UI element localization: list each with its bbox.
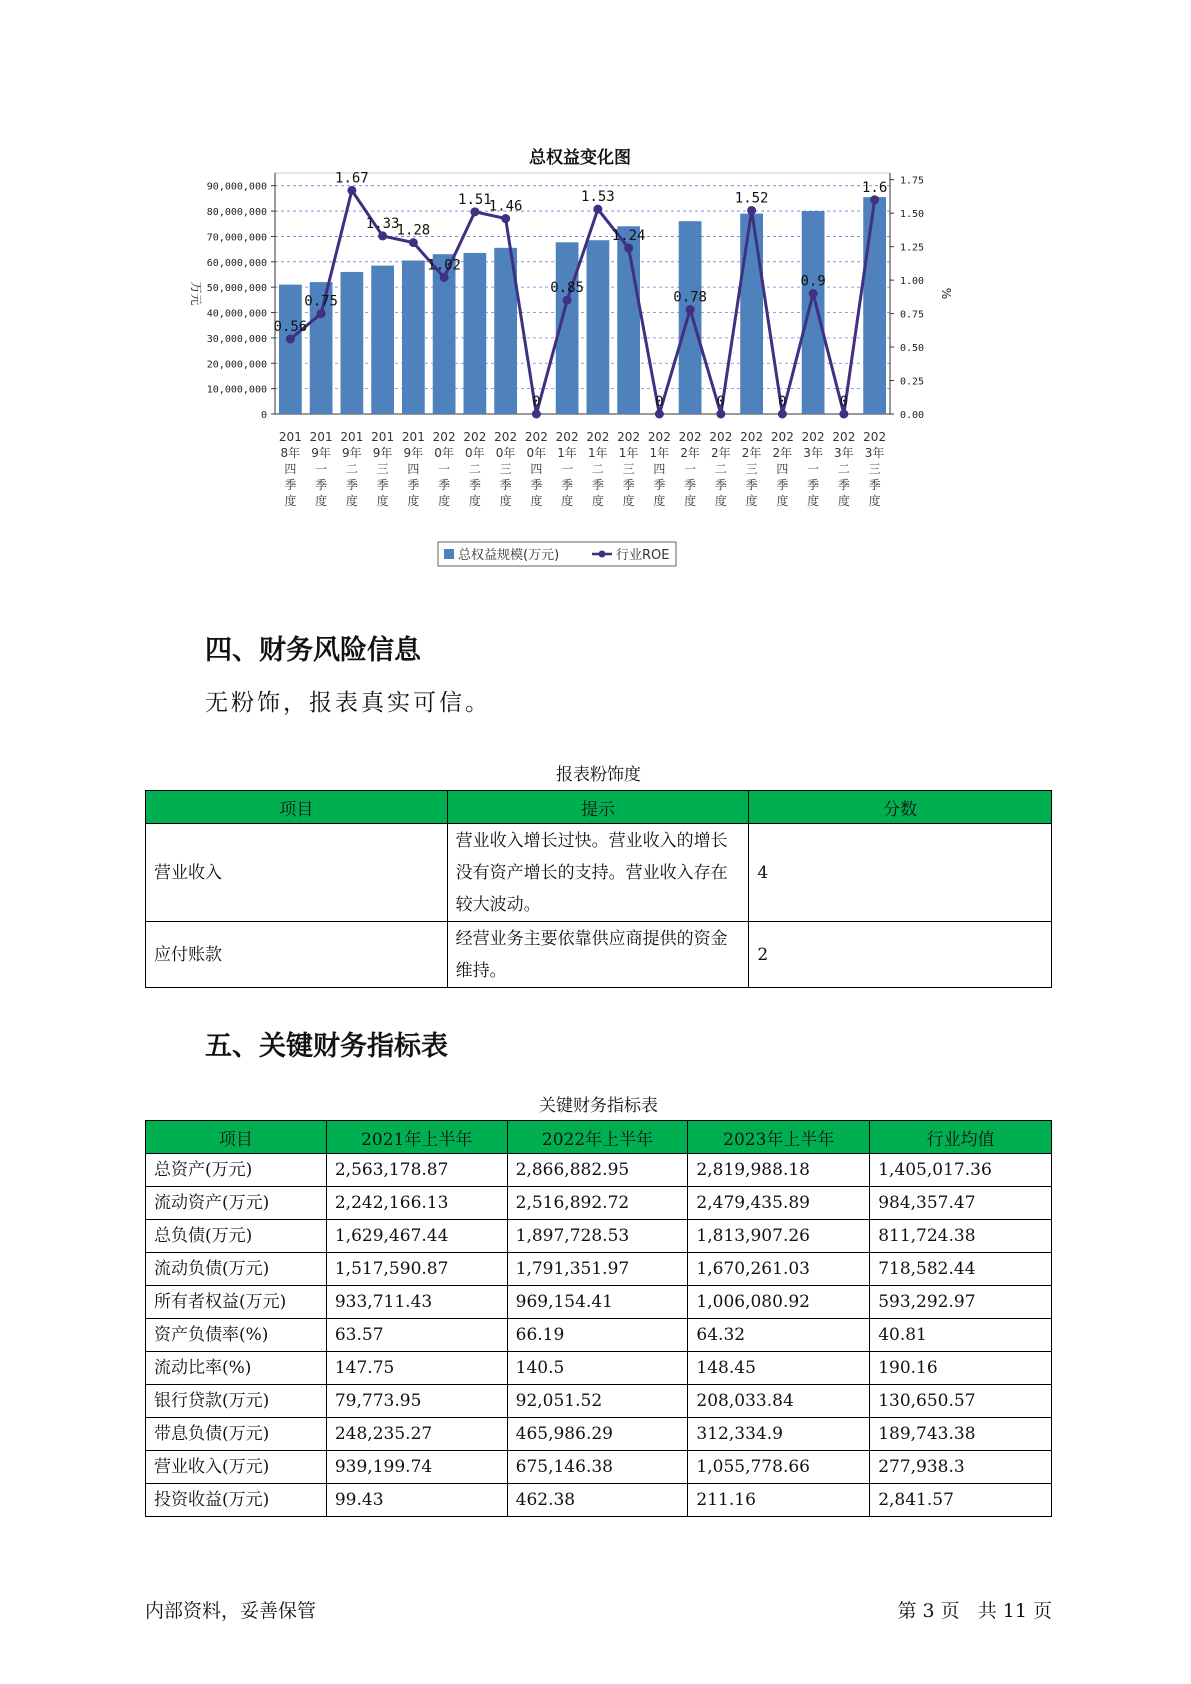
metric-name: 带息负债(万元) [146, 1418, 327, 1451]
table-row [146, 1187, 1052, 1220]
metric-value: 148.45 [688, 1352, 870, 1385]
roe-data-label: 1.46 [488, 198, 523, 215]
x-tick-label: 9年 [311, 446, 331, 460]
x-tick-label: 季 [591, 478, 604, 492]
roe-point [470, 207, 479, 216]
y-left-tick-label: 0 [260, 410, 267, 421]
x-tick-label: 0年 [465, 446, 485, 460]
x-tick-label: 季 [407, 478, 420, 492]
roe-data-label: 1.53 [581, 189, 615, 206]
x-tick-label: 202 [770, 430, 794, 444]
metric-value: 312,334.9 [688, 1418, 870, 1451]
x-tick-label: 季 [345, 478, 358, 492]
metric-value: 2,479,435.89 [688, 1187, 870, 1220]
x-tick-label: 度 [591, 494, 604, 508]
x-tick-label: 季 [653, 478, 666, 492]
x-tick-label: 度 [868, 494, 881, 508]
x-tick-label: 2年 [741, 446, 762, 460]
x-tick-label: 202 [432, 430, 456, 444]
risk-hint: 营业收入增长过快。营业收入的增长没有资产增长的支持。营业收入存在较大波动。 [447, 824, 749, 922]
y-left-tick-label: 90,000,000 [206, 181, 267, 193]
roe-data-label: 1.28 [396, 222, 431, 239]
x-tick-label: 二 [591, 462, 604, 476]
x-tick-label: 度 [745, 494, 758, 508]
roe-point [532, 410, 541, 419]
roe-point [809, 289, 818, 298]
x-tick-label: 202 [494, 430, 518, 444]
roe-point [409, 238, 418, 247]
y-right-tick-label: 0.00 [900, 410, 925, 421]
key-header-2021: 2021年上半年 [326, 1121, 507, 1154]
metric-value: 984,357.47 [870, 1187, 1052, 1220]
metric-value: 2,563,178.87 [326, 1154, 507, 1187]
bar [371, 266, 394, 414]
roe-point [747, 206, 756, 215]
x-tick-label: 季 [438, 478, 451, 492]
roe-data-label: 1.6 [861, 179, 888, 196]
metric-name: 所有者权益(万元) [146, 1286, 327, 1319]
metric-value: 2,866,882.95 [507, 1154, 688, 1187]
x-tick-label: 一 [684, 462, 697, 476]
roe-data-label: 0 [716, 394, 726, 410]
x-tick-label: 201 [340, 430, 364, 444]
metric-value: 465,986.29 [507, 1418, 688, 1451]
table-row [146, 1319, 1052, 1352]
roe-point [839, 410, 848, 419]
table-row [146, 1451, 1052, 1484]
metric-value: 1,517,590.87 [326, 1253, 507, 1286]
x-tick-label: 202 [586, 430, 610, 444]
risk-table-header [146, 791, 1052, 824]
metric-name: 资产负债率(%) [146, 1319, 327, 1352]
x-tick-label: 二 [345, 462, 358, 476]
chart-canvas [180, 135, 980, 585]
roe-data-label: 0.9 [800, 273, 826, 290]
x-tick-label: 度 [468, 494, 481, 508]
roe-data-label: 1.02 [427, 257, 461, 274]
risk-score: 2 [749, 922, 1052, 988]
y-left-tick-label: 50,000,000 [206, 283, 267, 295]
footer-note: 内部资料，妥善保管 [145, 1600, 317, 1622]
risk-score: 4 [749, 824, 1052, 922]
roe-point [286, 335, 295, 344]
x-tick-label: 201 [309, 430, 333, 444]
x-tick-label: 9年 [372, 446, 393, 460]
y-left-tick-label: 80,000,000 [206, 207, 267, 219]
x-tick-label: 季 [622, 478, 635, 492]
x-tick-label: 三 [499, 462, 512, 476]
metric-value: 939,199.74 [326, 1451, 507, 1484]
table-row [146, 1385, 1052, 1418]
x-tick-label: 季 [714, 478, 727, 492]
x-tick-label: 二 [837, 462, 850, 476]
metric-value: 462.38 [507, 1484, 688, 1517]
x-tick-label: 202 [524, 430, 548, 444]
risk-header-hint: 提示 [447, 791, 749, 824]
roe-point [624, 243, 633, 252]
x-tick-label: 0年 [495, 446, 516, 460]
table-row [146, 1220, 1052, 1253]
x-tick-label: 201 [401, 430, 425, 444]
chart-title: 总权益变化图 [529, 148, 631, 168]
y-right-tick-label: 1.75 [900, 175, 925, 187]
metric-value: 1,897,728.53 [507, 1220, 688, 1253]
legend-line-marker [599, 551, 606, 558]
x-tick-label: 季 [468, 478, 481, 492]
risk-item: 应付账款 [146, 922, 448, 988]
x-tick-label: 度 [376, 494, 389, 508]
bar [279, 285, 302, 414]
risk-header-item: 项目 [146, 791, 448, 824]
metric-value: 811,724.38 [870, 1220, 1052, 1253]
metric-value: 40.81 [870, 1319, 1052, 1352]
x-tick-label: 一 [315, 462, 328, 476]
table-row [146, 1484, 1052, 1517]
metric-value: 99.43 [326, 1484, 507, 1517]
x-tick-label: 度 [530, 494, 543, 508]
bar [863, 197, 886, 414]
y-left-tick-label: 60,000,000 [206, 257, 267, 269]
key-header-2022: 2022年上半年 [507, 1121, 688, 1154]
x-tick-label: 3年 [803, 446, 823, 460]
x-tick-label: 202 [555, 430, 579, 444]
roe-data-label: 0.78 [673, 289, 707, 306]
x-tick-label: 度 [499, 494, 512, 508]
x-tick-label: 度 [807, 494, 820, 508]
legend-bar-swatch [444, 549, 454, 559]
x-tick-label: 202 [832, 430, 856, 444]
roe-data-label: 1.33 [365, 215, 400, 232]
x-tick-label: 季 [776, 478, 789, 492]
x-tick-label: 三 [868, 462, 881, 476]
y-left-tick-label: 10,000,000 [206, 384, 267, 396]
table-row [146, 1418, 1052, 1451]
key-table-header [146, 1121, 1052, 1154]
x-tick-label: 202 [709, 430, 733, 444]
metric-value: 1,791,351.97 [507, 1253, 688, 1286]
x-tick-label: 一 [807, 462, 820, 476]
roe-point [686, 305, 695, 314]
x-tick-label: 度 [438, 494, 451, 508]
x-tick-label: 季 [499, 478, 512, 492]
metric-name: 总负债(万元) [146, 1220, 327, 1253]
metric-value: 189,743.38 [870, 1418, 1052, 1451]
roe-point [563, 296, 572, 305]
key-table-caption: 关键财务指标表 [539, 1096, 658, 1116]
metric-name: 流动比率(%) [146, 1352, 327, 1385]
y-right-tick-label: 0.75 [900, 309, 925, 321]
x-tick-label: 度 [315, 494, 328, 508]
x-tick-label: 一 [438, 462, 451, 476]
metric-name: 流动负债(万元) [146, 1253, 327, 1286]
y-left-axis-label: 万元 [189, 281, 203, 306]
x-tick-label: 四 [530, 462, 543, 476]
x-tick-label: 202 [863, 430, 887, 444]
x-tick-label: 三 [376, 462, 389, 476]
table-row [146, 1253, 1052, 1286]
x-tick-label: 度 [714, 494, 727, 508]
table-row [146, 922, 1052, 988]
metric-value: 147.75 [326, 1352, 507, 1385]
metric-name: 营业收入(万元) [146, 1451, 327, 1484]
x-tick-label: 1年 [649, 446, 670, 460]
x-tick-label: 2年 [772, 446, 793, 460]
bar [679, 221, 702, 414]
x-tick-label: 季 [315, 478, 328, 492]
metric-value: 2,819,988.18 [688, 1154, 870, 1187]
x-tick-label: 二 [714, 462, 727, 476]
bar [586, 240, 609, 414]
x-tick-label: 202 [801, 430, 825, 444]
metric-value: 79,773.95 [326, 1385, 507, 1418]
x-tick-label: 季 [745, 478, 758, 492]
risk-header-score: 分数 [749, 791, 1052, 824]
metric-value: 1,670,261.03 [688, 1253, 870, 1286]
roe-data-label: 0 [778, 394, 787, 410]
roe-data-label: 0.75 [304, 293, 338, 310]
metric-value: 718,582.44 [870, 1253, 1052, 1286]
x-tick-label: 四 [284, 462, 297, 476]
x-tick-label: 三 [622, 462, 635, 476]
metric-value: 2,242,166.13 [326, 1187, 507, 1220]
metric-value: 1,813,907.26 [688, 1220, 870, 1253]
roe-point [778, 410, 787, 419]
roe-point [716, 410, 725, 419]
x-tick-label: 0年 [434, 446, 454, 460]
risk-hint: 经营业务主要依靠供应商提供的资金维持。 [447, 922, 749, 988]
key-header-industry: 行业均值 [870, 1121, 1052, 1154]
x-tick-label: 季 [868, 478, 881, 492]
x-tick-label: 度 [284, 494, 297, 508]
metric-name: 银行贷款(万元) [146, 1385, 327, 1418]
roe-data-label: 1.67 [335, 170, 369, 187]
x-tick-label: 季 [284, 478, 297, 492]
x-tick-label: 度 [684, 494, 697, 508]
table-row [146, 1352, 1052, 1385]
y-right-tick-label: 1.00 [900, 276, 925, 288]
risk-table-caption: 报表粉饰度 [556, 765, 641, 785]
metric-value: 277,938.3 [870, 1451, 1052, 1484]
metric-value: 1,055,778.66 [688, 1451, 870, 1484]
roe-data-label: 0 [532, 394, 541, 410]
x-tick-label: 一 [561, 462, 574, 476]
x-tick-label: 季 [837, 478, 850, 492]
x-tick-label: 季 [530, 478, 543, 492]
x-tick-label: 2年 [680, 446, 700, 460]
x-tick-label: 季 [684, 478, 697, 492]
metric-value: 92,051.52 [507, 1385, 688, 1418]
metric-value: 66.19 [507, 1319, 688, 1352]
roe-point [655, 410, 664, 419]
metric-value: 140.5 [507, 1352, 688, 1385]
x-tick-label: 季 [376, 478, 389, 492]
x-tick-label: 四 [653, 462, 666, 476]
metric-value: 2,841.57 [870, 1484, 1052, 1517]
metric-value: 2,516,892.72 [507, 1187, 688, 1220]
metric-value: 130,650.57 [870, 1385, 1052, 1418]
x-tick-label: 1年 [588, 446, 608, 460]
roe-data-label: 1.51 [458, 191, 492, 208]
y-left-tick-label: 70,000,000 [206, 232, 267, 244]
x-tick-label: 201 [278, 430, 302, 444]
key-header-item: 项目 [146, 1121, 327, 1154]
bar [340, 272, 363, 414]
x-tick-label: 9年 [342, 446, 362, 460]
roe-point [317, 309, 326, 318]
y-left-tick-label: 20,000,000 [206, 359, 267, 371]
y-left-tick-label: 30,000,000 [206, 333, 267, 345]
x-tick-label: 度 [407, 494, 420, 508]
risk-item: 营业收入 [146, 824, 448, 922]
metric-value: 1,405,017.36 [870, 1154, 1052, 1187]
y-right-tick-label: 0.50 [900, 343, 925, 355]
y-right-tick-label: 1.25 [900, 242, 925, 254]
metric-value: 1,006,080.92 [688, 1286, 870, 1319]
metric-value: 211.16 [688, 1484, 870, 1517]
table-row [146, 824, 1052, 922]
bar [740, 214, 763, 414]
roe-data-label: 1.52 [734, 190, 769, 207]
section5-heading: 五、关键财务指标表 [205, 1031, 448, 1062]
roe-point [440, 273, 449, 282]
section4-heading: 四、财务风险信息 [205, 635, 421, 666]
x-tick-label: 202 [647, 430, 671, 444]
roe-data-label: 0.56 [273, 319, 308, 336]
x-tick-label: 四 [407, 462, 420, 476]
x-tick-label: 三 [745, 462, 758, 476]
roe-point [378, 231, 387, 240]
metric-value: 675,146.38 [507, 1451, 688, 1484]
x-tick-label: 度 [837, 494, 850, 508]
roe-data-label: 1.24 [611, 227, 646, 244]
x-tick-label: 201 [371, 430, 395, 444]
metric-value: 190.16 [870, 1352, 1052, 1385]
x-tick-label: 9年 [403, 446, 424, 460]
metric-value: 64.32 [688, 1319, 870, 1352]
x-tick-label: 四 [776, 462, 789, 476]
metric-name: 投资收益(万元) [146, 1484, 327, 1517]
x-tick-label: 8年 [280, 446, 301, 460]
roe-data-label: 0.85 [550, 280, 584, 297]
x-tick-label: 度 [345, 494, 358, 508]
metric-value: 63.57 [326, 1319, 507, 1352]
metric-value: 1,629,467.44 [326, 1220, 507, 1253]
x-tick-label: 度 [622, 494, 635, 508]
bar [402, 261, 425, 414]
key-financial-table [145, 1120, 1052, 1517]
metric-value: 593,292.97 [870, 1286, 1052, 1319]
page-number: 第 3 页 共 11 页 [897, 1600, 1052, 1622]
roe-point [593, 205, 602, 214]
section4-text: 无粉饰，报表真实可信。 [205, 690, 491, 716]
x-tick-label: 二 [468, 462, 481, 476]
metric-value: 248,235.27 [326, 1418, 507, 1451]
x-tick-label: 0年 [526, 446, 547, 460]
roe-point [347, 186, 356, 195]
x-tick-label: 1年 [618, 446, 639, 460]
roe-data-label: 0 [839, 394, 849, 410]
x-tick-label: 3年 [864, 446, 885, 460]
metric-value: 969,154.41 [507, 1286, 688, 1319]
metric-value: 933,711.43 [326, 1286, 507, 1319]
y-right-tick-label: 0.25 [900, 376, 925, 388]
x-tick-label: 202 [617, 430, 641, 444]
bar [802, 211, 825, 414]
legend-bar-label: 总权益规模(万元) [458, 548, 560, 563]
x-tick-label: 2年 [711, 446, 731, 460]
x-tick-label: 季 [561, 478, 574, 492]
x-tick-label: 1年 [557, 446, 577, 460]
x-tick-label: 度 [653, 494, 666, 508]
x-tick-label: 度 [561, 494, 574, 508]
roe-point [501, 214, 510, 223]
metric-value: 208,033.84 [688, 1385, 870, 1418]
roe-data-label: 0 [655, 394, 664, 410]
table-row [146, 1286, 1052, 1319]
x-tick-label: 3年 [834, 446, 854, 460]
legend-line-label: 行业ROE [616, 548, 670, 563]
x-tick-label: 季 [807, 478, 820, 492]
x-tick-label: 202 [678, 430, 702, 444]
y-right-axis-label: % [939, 287, 953, 300]
bar [463, 253, 486, 414]
y-right-tick-label: 1.50 [900, 209, 925, 221]
equity-chart [180, 135, 980, 585]
x-tick-label: 202 [740, 430, 764, 444]
x-tick-label: 202 [463, 430, 487, 444]
risk-table [145, 790, 1052, 988]
key-header-2023: 2023年上半年 [688, 1121, 870, 1154]
roe-point [870, 195, 879, 204]
table-row [146, 1154, 1052, 1187]
x-tick-label: 度 [776, 494, 789, 508]
metric-name: 流动资产(万元) [146, 1187, 327, 1220]
metric-name: 总资产(万元) [146, 1154, 327, 1187]
y-left-tick-label: 40,000,000 [206, 308, 267, 320]
